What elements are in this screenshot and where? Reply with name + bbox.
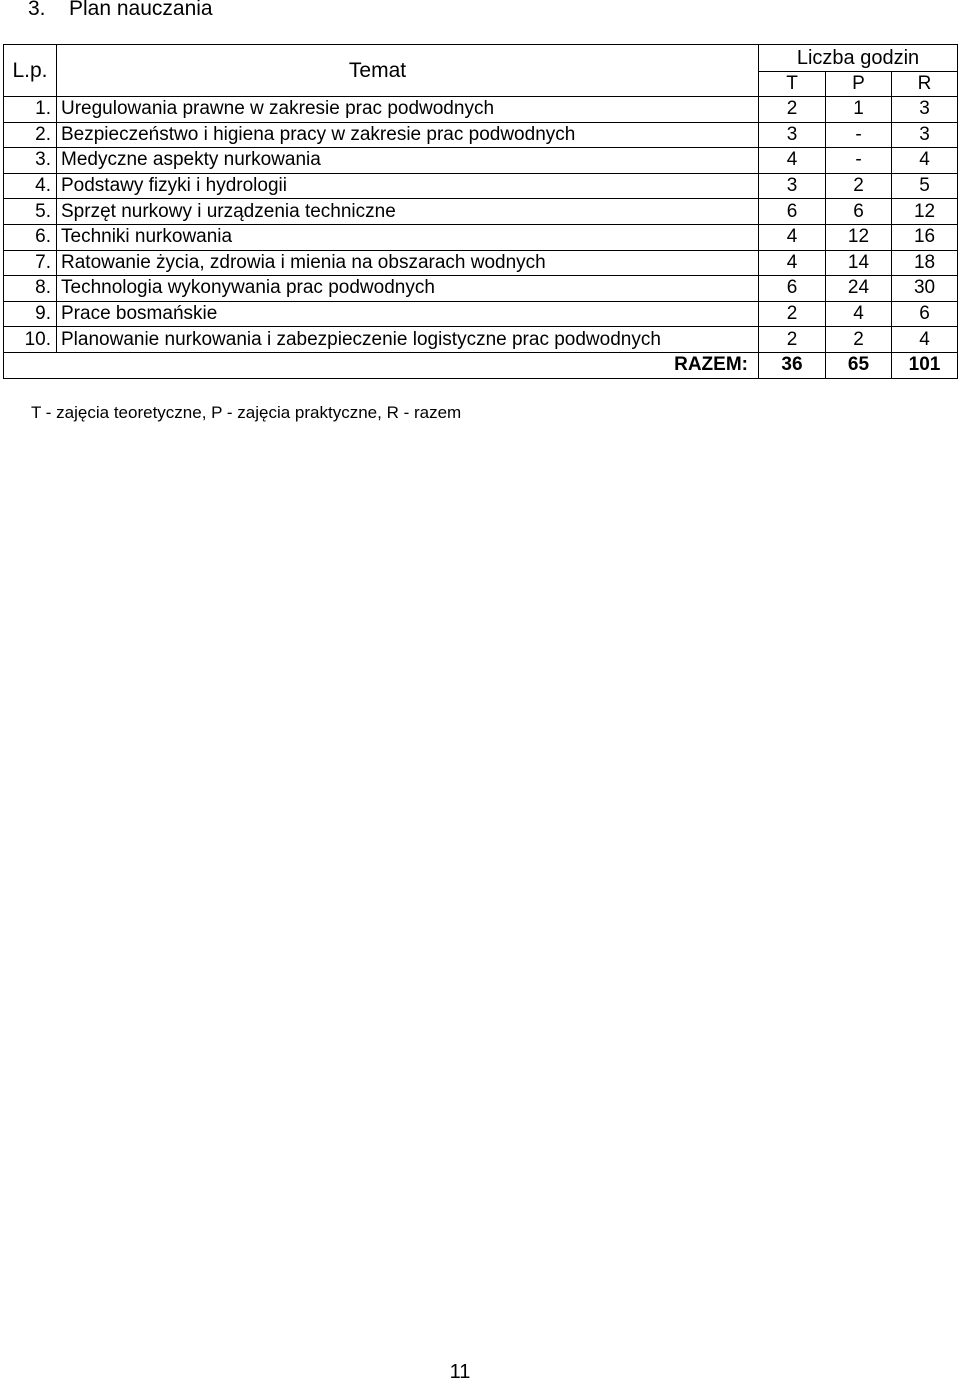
row-topic: Bezpieczeństwo i higiena pracy w zakresie prac podwodnych [57, 122, 759, 148]
row-t: 3 [759, 173, 826, 199]
header-hours: Liczba godzin [759, 45, 958, 72]
total-r: 101 [892, 352, 958, 378]
legend-note: T - zajęcia teoretyczne, P - zajęcia praktyczne, R - razem [31, 403, 462, 422]
row-p: - [826, 148, 892, 174]
row-lp: 2. [4, 122, 57, 148]
row-r: 12 [892, 199, 958, 225]
row-p: 1 [826, 97, 892, 123]
row-r: 18 [892, 250, 958, 276]
row-lp: 6. [4, 224, 57, 250]
curriculum-table [3, 44, 958, 379]
row-topic: Uregulowania prawne w zakresie prac podwodnych [57, 97, 759, 123]
row-p: 12 [826, 224, 892, 250]
row-r: 3 [892, 122, 958, 148]
row-topic: Sprzęt nurkowy i urządzenia techniczne [57, 199, 759, 225]
total-t: 36 [759, 352, 826, 378]
table-row [4, 97, 958, 123]
row-t: 4 [759, 224, 826, 250]
section-number: 3. [28, 0, 46, 20]
row-topic: Prace bosmańskie [57, 301, 759, 327]
row-p: 2 [826, 173, 892, 199]
row-t: 2 [759, 97, 826, 123]
page-number: 11 [449, 1361, 471, 1383]
row-t: 6 [759, 276, 826, 302]
row-t: 2 [759, 327, 826, 353]
table-row [4, 173, 958, 199]
row-t: 3 [759, 122, 826, 148]
table-row [4, 276, 958, 302]
row-p: 14 [826, 250, 892, 276]
row-lp: 10. [4, 327, 57, 353]
row-r: 30 [892, 276, 958, 302]
row-lp: 5. [4, 199, 57, 225]
header-t: T [759, 72, 826, 97]
table-row [4, 301, 958, 327]
total-label: RAZEM: [4, 352, 759, 378]
row-t: 4 [759, 250, 826, 276]
header-lp: L.p. [4, 45, 57, 97]
row-r: 4 [892, 148, 958, 174]
row-t: 2 [759, 301, 826, 327]
row-r: 3 [892, 97, 958, 123]
row-topic: Techniki nurkowania [57, 224, 759, 250]
table-row [4, 148, 958, 174]
table-row [4, 224, 958, 250]
row-lp: 3. [4, 148, 57, 174]
table-row [4, 327, 958, 353]
header-topic: Temat [57, 45, 759, 97]
row-lp: 1. [4, 97, 57, 123]
row-lp: 4. [4, 173, 57, 199]
row-topic: Podstawy fizyki i hydrologii [57, 173, 759, 199]
row-lp: 9. [4, 301, 57, 327]
row-p: 2 [826, 327, 892, 353]
row-p: 24 [826, 276, 892, 302]
row-topic: Technologia wykonywania prac podwodnych [57, 276, 759, 302]
header-r: R [892, 72, 958, 97]
table-body [4, 97, 958, 353]
table-row [4, 122, 958, 148]
row-r: 6 [892, 301, 958, 327]
row-p: 4 [826, 301, 892, 327]
row-topic: Medyczne aspekty nurkowania [57, 148, 759, 174]
row-r: 16 [892, 224, 958, 250]
table-row [4, 250, 958, 276]
row-p: - [826, 122, 892, 148]
total-row [4, 352, 958, 378]
row-r: 5 [892, 173, 958, 199]
row-r: 4 [892, 327, 958, 353]
row-t: 4 [759, 148, 826, 174]
row-topic: Planowanie nurkowania i zabezpieczenie logistyczne prac podwodnych [57, 327, 759, 353]
header-row [4, 45, 958, 72]
total-p: 65 [826, 352, 892, 378]
section-title [28, 0, 213, 21]
row-lp: 8. [4, 276, 57, 302]
row-t: 6 [759, 199, 826, 225]
table-row [4, 199, 958, 225]
row-lp: 7. [4, 250, 57, 276]
row-p: 6 [826, 199, 892, 225]
header-p: P [826, 72, 892, 97]
row-topic: Ratowanie życia, zdrowia i mienia na obszarach wodnych [57, 250, 759, 276]
section-title-text: Plan nauczania [69, 0, 213, 20]
